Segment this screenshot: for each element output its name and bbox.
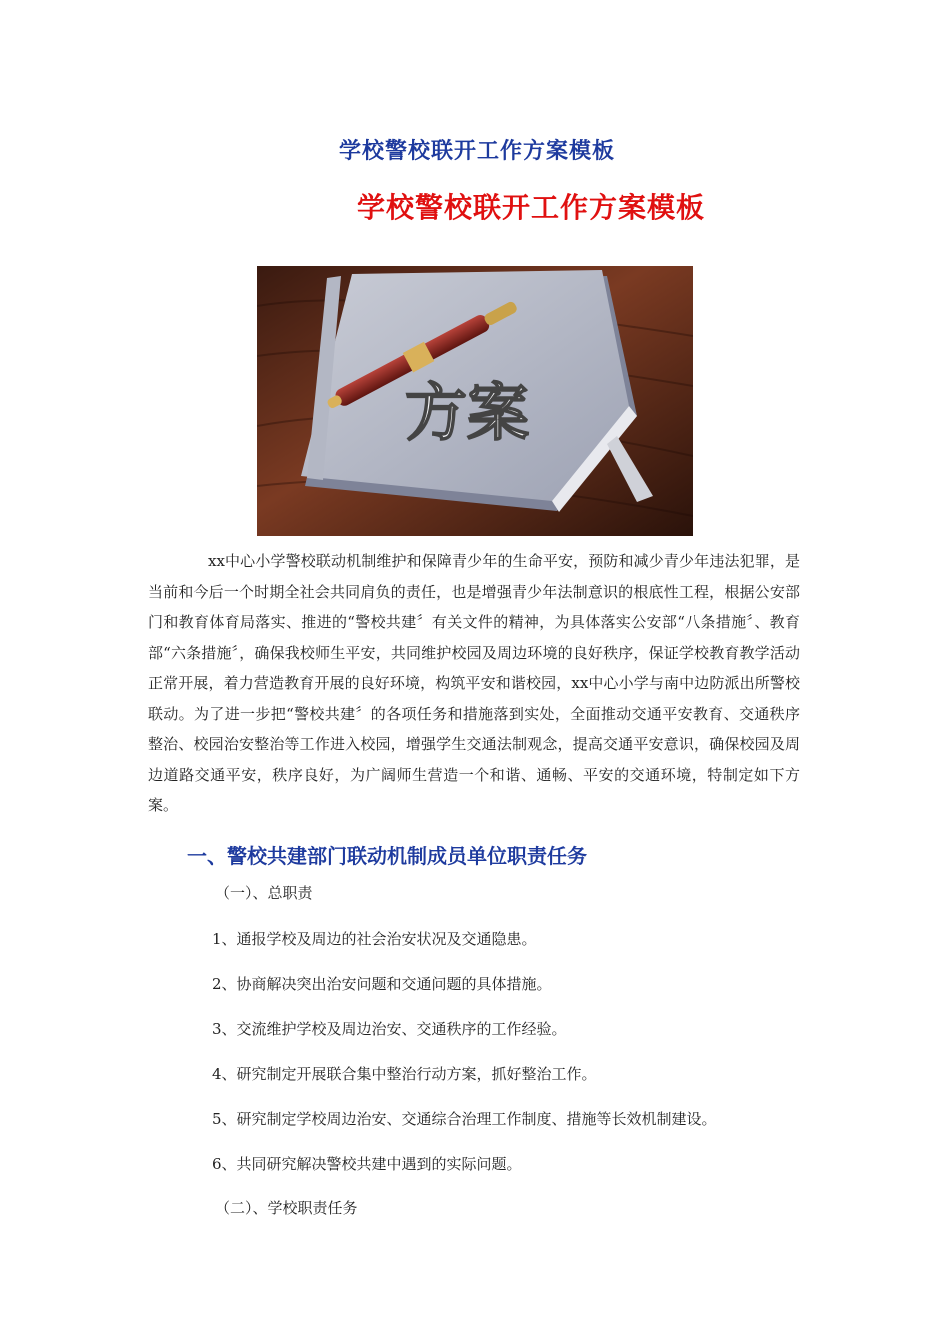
intro-paragraph: xx中心小学警校联动机制维护和保障青少年的生命平安，预防和减少青少年违法犯罪，是当前和今后一个时期全社会共同肩负的责任，也是增强青少年法制意识的根底性工程，根据公安部门和教育体育局落实、推进的“警校共建〞有关文件的精神，为具体落实公安部“八条措施〞、教育部“六条措施〞，确保我校师生平安，共同维护校园及周边环境的良好秩序，保证学校教育教学活动正常开展，着力营造教育开展的良好环境，构筑平安和谐校园，xx中心小学与南中边防派出所警校联动。为了进一步把“警校共建〞的各项任务和措施落到实处，全面推动交通平安教育、交通秩序整治、校园治安整治等工作进入校园，增强学生交通法制观念，提高交通平安意识，确保校园及周边道路交通平安，秩序良好，为广阔师生营造一个和谐、通畅、平安的交通环境，特制定如下方案。 — [148, 552, 800, 814]
sub-heading-school-duties: （二）、学校职责任务 — [215, 1199, 358, 1217]
notebook-with-pen-image — [257, 266, 693, 536]
cover-label: 方案 — [404, 376, 530, 449]
list-item: 6、共同研究解决警校共建中遇到的实际问题。 — [212, 1155, 522, 1173]
list-item: 4、研究制定开展联合集中整治行动方案，抓好整治工作。 — [212, 1065, 597, 1083]
document-title-main: 学校警校联开工作方案模板 — [356, 191, 705, 224]
list-item: 3、交流维护学校及周边治安、交通秩序的工作经验。 — [212, 1020, 567, 1038]
document-title-top: 学校警校联开工作方案模板 — [338, 139, 615, 164]
sub-heading-general-duties: （一）、总职责 — [215, 884, 313, 902]
section-heading: 一、警校共建部门联动机制成员单位职责任务 — [187, 844, 587, 868]
list-item: 5、研究制定学校周边治安、交通综合治理工作制度、措施等长效机制建设。 — [212, 1110, 717, 1128]
list-item: 1、通报学校及周边的社会治安状况及交通隐患。 — [212, 930, 537, 948]
list-item: 2、协商解决突出治安问题和交通问题的具体措施。 — [212, 975, 552, 993]
